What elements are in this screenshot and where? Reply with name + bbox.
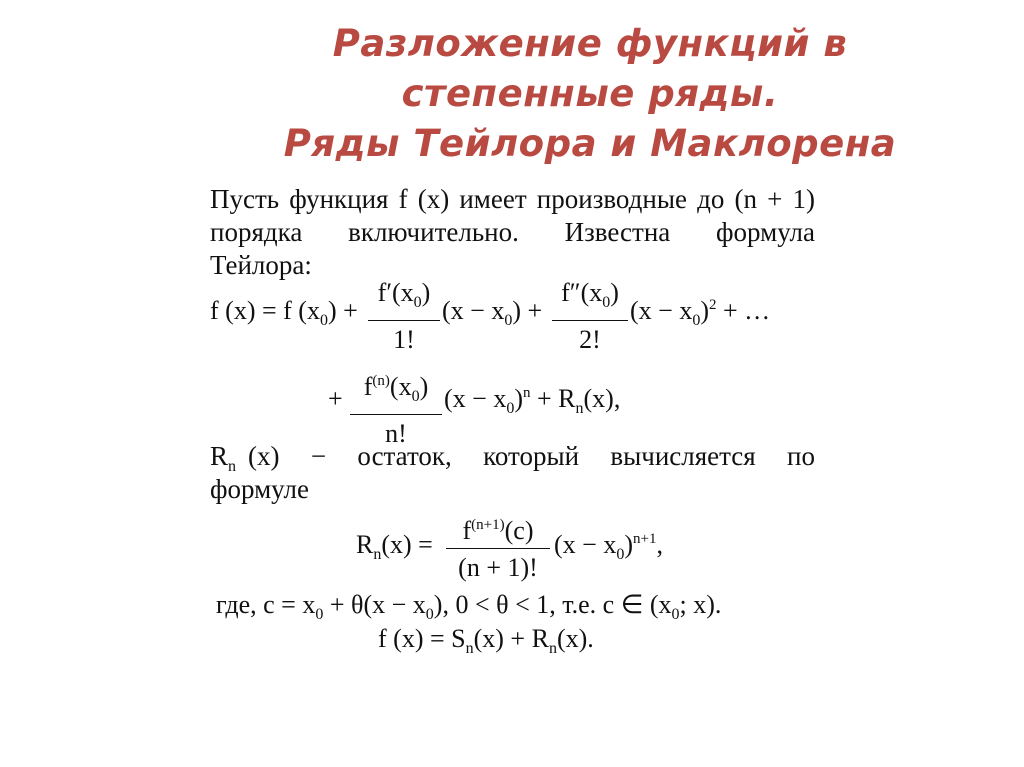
slide-title-line-3: Ряды Тейлора и Маклорена bbox=[283, 122, 897, 165]
fraction-second-derivative: $f''(x_0)$ 2! bbox=[552, 278, 628, 355]
taylor-formula-lhs: f (x) = f $(x_0)$ + bbox=[210, 296, 358, 329]
fraction-nth-derivative: $f^{(n)}(x_0)$ n! bbox=[350, 366, 442, 449]
slide-title-line-1: Разложение функций в bbox=[332, 22, 848, 65]
taylor-term-n: $(x - x_0)^n + R_n(x)$, bbox=[444, 384, 621, 417]
slide-title-line-2: степенные ряды. bbox=[401, 72, 779, 115]
remainder-term: $(x - x_0)^{n+1}$, bbox=[554, 530, 663, 563]
remainder-line-2: формуле bbox=[210, 474, 309, 504]
where-clause: где, $c = x_0 + \theta(x - x_0)$, 0 < θ < 1, т.е. c ∈ ($x_0$; x). bbox=[216, 590, 722, 623]
intro-line-1: Пусть функция f (x) имеет производные до (n + 1) bbox=[210, 184, 815, 214]
taylor-term-2: $(x - x_0)^2$ + … bbox=[630, 296, 771, 329]
remainder-formula-lhs: $R_n(x)$ = bbox=[356, 530, 433, 563]
fraction-first-derivative: $f'(x_0)$ 1! bbox=[368, 278, 440, 355]
taylor-term-1: $(x - x_0)$ + bbox=[442, 296, 543, 329]
remainder-symbol: $R_n$ bbox=[210, 441, 237, 475]
fraction-bar bbox=[350, 414, 442, 415]
remainder-line-1: (x) − остаток, который вычисляется по bbox=[248, 441, 815, 471]
taylor-line2-plus: + bbox=[328, 384, 343, 413]
fraction-remainder: $f^{(n+1)}(c)$ (n + 1)! bbox=[446, 510, 550, 583]
fraction-bar bbox=[552, 320, 628, 321]
final-identity: f $(x) = S_n(x) + R_n(x)$. bbox=[378, 624, 594, 657]
fraction-bar bbox=[446, 548, 550, 549]
intro-line-3: Тейлора: bbox=[210, 250, 312, 280]
intro-line-2: порядка включительно. Известна формула bbox=[210, 217, 815, 247]
fraction-bar bbox=[368, 320, 440, 321]
